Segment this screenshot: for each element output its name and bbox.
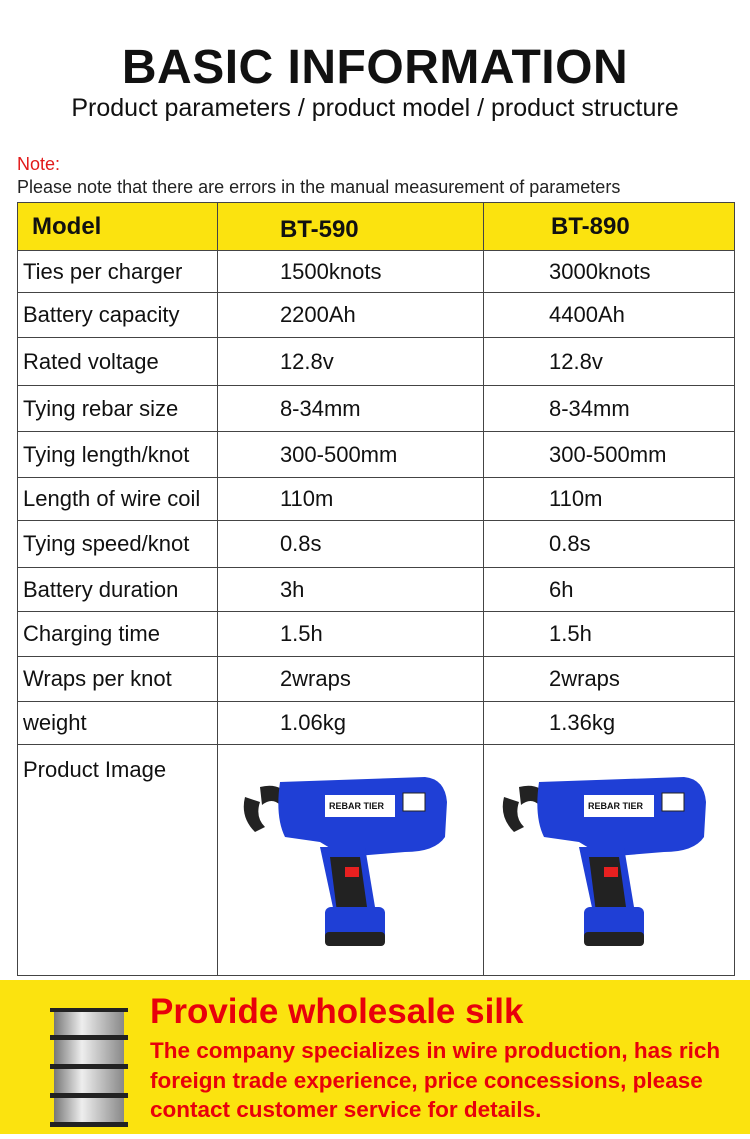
svg-text:REBAR TIER: REBAR TIER: [329, 801, 385, 811]
param-label: weight: [18, 702, 218, 745]
param-value: 1.36kg: [484, 702, 735, 745]
table-row: [18, 521, 735, 568]
param-value: 300-500mm: [217, 432, 483, 478]
param-value: 1.5h: [217, 612, 483, 657]
note-label: Note:: [17, 154, 61, 174]
table-row: [18, 251, 735, 293]
table-header-row: [18, 203, 735, 251]
banner-title: Provide wholesale silk: [150, 992, 524, 1031]
header-cell: BT-890: [484, 203, 735, 251]
param-value: 4400Ah: [484, 293, 735, 338]
table-row: [18, 702, 735, 745]
table-row: [18, 478, 735, 521]
spec-table: [17, 202, 735, 976]
svg-text:REBAR TIER: REBAR TIER: [588, 801, 644, 811]
param-label: Battery capacity: [18, 293, 218, 338]
table-row: [18, 612, 735, 657]
product-image-row: [18, 745, 735, 976]
rebar-tier-tool-icon: [484, 757, 734, 957]
param-value: 3h: [217, 568, 483, 612]
param-value: 6h: [484, 568, 735, 612]
param-value: 0.8s: [484, 521, 735, 568]
param-value: 2wraps: [217, 657, 483, 702]
param-value: 110m: [217, 478, 483, 521]
table-row: [18, 293, 735, 338]
param-value: 2wraps: [484, 657, 735, 702]
table-row: [18, 432, 735, 478]
header-cell: Model: [18, 203, 218, 251]
param-label: Product Image: [18, 745, 218, 976]
banner-line: foreign trade experience, price concessions, please: [150, 1067, 703, 1093]
bt-590-image: [217, 745, 483, 976]
wire-spools-icon: [48, 1008, 130, 1128]
note-text: Please note that there are errors in the manual measurement of parameters: [17, 177, 621, 197]
param-label: Charging time: [18, 612, 218, 657]
param-value: 110m: [484, 478, 735, 521]
table-row: [18, 568, 735, 612]
table-row: [18, 338, 735, 386]
header-cell: BT-590: [217, 203, 483, 251]
param-value: 1.5h: [484, 612, 735, 657]
param-value: 3000knots: [484, 251, 735, 293]
param-label: Tying speed/knot: [18, 521, 218, 568]
page-subtitle: Product parameters / product model / product structure: [71, 94, 679, 122]
param-label: Ties per charger: [18, 251, 218, 293]
param-value: 2200Ah: [217, 293, 483, 338]
param-value: 300-500mm: [484, 432, 735, 478]
table-row: [18, 386, 735, 432]
param-label: Tying rebar size: [18, 386, 218, 432]
wholesale-banner: [0, 980, 750, 1134]
param-label: Battery duration: [18, 568, 218, 612]
rebar-tier-tool-icon: [225, 757, 475, 957]
page-title: BASIC INFORMATION: [121, 41, 629, 94]
param-value: 8-34mm: [484, 386, 735, 432]
param-label: Length of wire coil: [18, 478, 218, 521]
param-value: 1.06kg: [217, 702, 483, 745]
param-label: Wraps per knot: [18, 657, 218, 702]
param-label: Rated voltage: [18, 338, 218, 386]
table-row: [18, 657, 735, 702]
param-value: 12.8v: [484, 338, 735, 386]
param-value: 8-34mm: [217, 386, 483, 432]
banner-line: The company specializes in wire production, has rich: [150, 1038, 721, 1063]
banner-line: contact customer service for details.: [150, 1097, 542, 1122]
bt-890-image: [484, 745, 735, 976]
param-value: 12.8v: [217, 338, 483, 386]
param-value: 0.8s: [217, 521, 483, 568]
param-label: Tying length/knot: [18, 432, 218, 478]
param-value: 1500knots: [217, 251, 483, 293]
banner-text: [150, 1036, 720, 1125]
